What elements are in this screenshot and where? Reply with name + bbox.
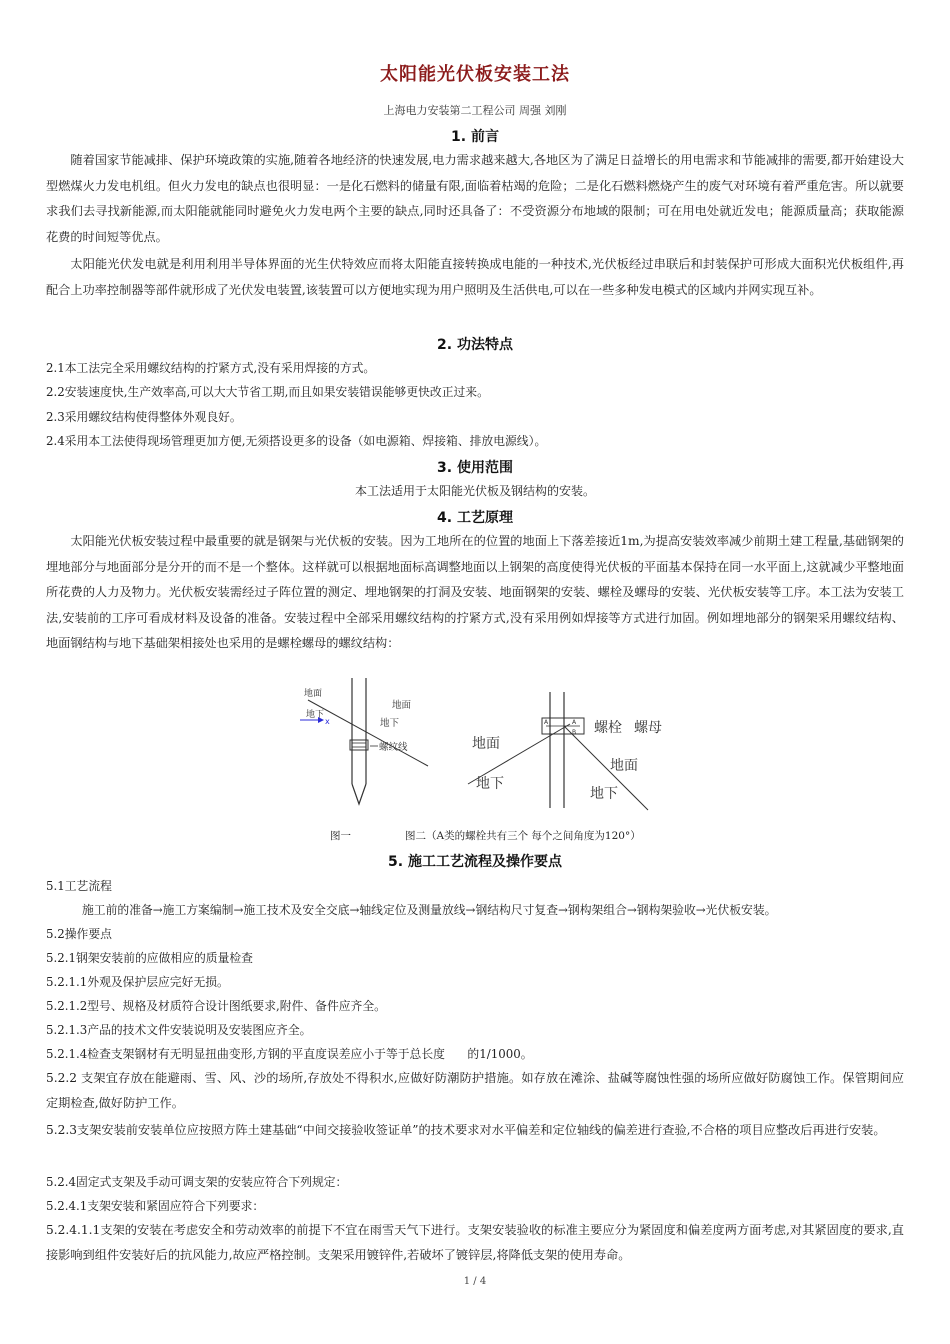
- section-5-line: 5.2操作要点: [46, 927, 112, 941]
- section-2-item: 2.4采用本工法使得现场管理更加方便,无须搭设更多的设备（如电源箱、焊接箱、排放电源线）。: [46, 434, 547, 448]
- section-1-paragraph-2: 太阳能光伏发电就是利用利用半导体界面的光生伏特效应而将太阳能直接转换成电能的一种技术,光伏板经过串联后和封装保护可形成大面积光伏板组件,再配合上功率控制器等部件就形成了光伏发电装置,该装置可以方便地实现为用户照明及生活供电,可以在一些多种发电模式的区域内并网实现互补。: [46, 257, 904, 297]
- section-5-line: 5.2.1.4检查支架钢材有无明显扭曲变形,方钢的平直度误差应小于等于总长度 的1/1000。: [46, 1047, 533, 1061]
- figure-2-diagram: [462, 688, 672, 812]
- fig2-below-right-label: 地下: [590, 786, 618, 802]
- section-5-line: 5.2.1.3产品的技术文件安装说明及安装图应齐全。: [46, 1023, 312, 1037]
- section-3-heading: 3. 使用范围: [437, 460, 513, 476]
- section-5-line: 5.2.4固定式支架及手动可调支架的安装应符合下列规定：: [46, 1175, 348, 1189]
- fig2-nut-label: 螺母: [634, 720, 662, 736]
- section-5-paragraph: 5.2.2 支架宜存放在能避雨、雪、风、沙的场所,存放处不得积水,应做好防潮防护措施。如存放在滩涂、盐碱等腐蚀性强的场所应做好防腐蚀工作。保管期间应定期检查,做好防护工作。: [46, 1071, 904, 1110]
- section-4-heading: 4. 工艺原理: [437, 510, 513, 526]
- process-flow: 施工前的准备→施工方案编制→施工技术及安全交底→轴线定位及测量放线→钢结构尺寸复查→钢构架组合→钢构架验收→光伏板安装。: [82, 903, 777, 917]
- figure-2-caption: 图二（A类的螺栓共有三个 每个之间角度为120°）: [405, 830, 641, 842]
- author-line: 上海电力安装第二工程公司 周强 刘刚: [383, 104, 567, 117]
- section-3-text: 本工法适用于太阳能光伏板及钢结构的安装。: [354, 484, 595, 498]
- fig2-a-label: A: [544, 719, 549, 726]
- section-5-line: 5.2.1.1外观及保护层应完好无损。: [46, 975, 229, 989]
- ground-line-left: [468, 724, 570, 784]
- section-1-paragraph-1: 随着国家节能减排、保护环境政策的实施,随着各地经济的快速发展,电力需求越来越大,各地区为了满足日益增长的用电需求和节能减排的需要,都开始建设大型燃煤火力发电机组。但火力发电的缺点也很明显：一是化石燃料的储量有限,面临着枯竭的危险；二是化石燃料燃烧产生的废气对环境有着严重危害。所以就要求我们去寻找新能源,而太阳能就能同时避免火力发电两个主要的缺点,同时还具备了：不受资源分布地域的限制；可在用电处就近发电；能源质量高；获取能源花费的时间短等优点。: [46, 153, 904, 244]
- section-1-heading: 1. 前言: [451, 129, 499, 145]
- section-2-item: 2.1本工法完全采用螺纹结构的拧紧方式,没有采用焊接的方式。: [46, 361, 376, 375]
- fig2-b-label: B: [572, 729, 577, 736]
- section-5-paragraph: 5.2.4.1.1支架的安装在考虑安全和劳动效率的前提下不宜在雨雪天气下进行。支架安装验收的标准主要应分为紧固度和偏差度两方面考虑,对其紧固度的要求,直接影响到组件安装好后的抗风能力,故应严格控制。支架采用镀锌件,若破坏了镀锌层,将降低支架的使用寿命。: [46, 1223, 904, 1262]
- section-2-item: 2.3采用螺纹结构使得整体外观良好。: [46, 410, 242, 424]
- section-5-line: 5.2.4.1支架安装和紧固应符合下列要求：: [46, 1199, 265, 1213]
- fig1-ground-label: 地面: [304, 689, 323, 699]
- section-5-line: 5.2.1.2型号、规格及材质符合设计图纸要求,附件、备件应齐全。: [46, 999, 386, 1013]
- fig1-surface-label: 地面: [392, 700, 412, 711]
- fig2-a-label: A: [572, 719, 577, 726]
- fig1-under-label: 地下: [306, 710, 325, 720]
- section-5-line: 5.1工艺流程: [46, 879, 112, 893]
- thread-box: [350, 740, 368, 750]
- post-tip: [352, 784, 366, 804]
- figure-1-caption: 图一: [330, 830, 351, 842]
- section-5-line: 5.2.1钢架安装前的应做相应的质量检查: [46, 951, 253, 965]
- figure-1-diagram: [296, 672, 430, 810]
- section-5-heading: 5. 施工工艺流程及操作要点: [388, 854, 562, 870]
- fig2-bolt-label: 螺栓: [594, 720, 622, 736]
- section-2-heading: 2. 功法特点: [437, 337, 513, 353]
- fig1-below-label: 地下: [380, 718, 400, 729]
- fig1-thread-label: 螺纹线: [379, 742, 408, 753]
- section-4-paragraph: 太阳能光伏板安装过程中最重要的就是钢架与光伏板的安装。因为工地所在的位置的地面上下落差接近1m,为提高安装效率减少前期土建工程量,基础钢架的埋地部分与地面部分是分开的而不是一个整体。这样就可以根据地面标高调整地面以上钢架的高度使得光伏板的平面基本保持在同一水平面上,这就减少平整地面所花费的人力及物力。光伏板安装需经过子阵位置的测定、埋地钢架的打洞及安装、地面钢架的安装、螺栓及螺母的安装、光伏板安装等工序。本工法为安装工法,安装前的工序可看成材料及设备的准备。安装过程中全部采用螺纹结构的拧紧方式,没有采用例如焊接等方式进行加固。例如埋地部分的钢架采用螺纹结构、地面钢结构与地下基础架相接处也采用的是螺栓螺母的螺纹结构：: [46, 534, 904, 650]
- document-title: 太阳能光伏板安装工法: [380, 64, 570, 85]
- section-5-paragraph: 5.2.3支架安装前安装单位应按照方阵土建基础“中间交接验收签证单”的技术要求对水平偏差和定位轴线的偏差进行查验,不合格的项目应整改后再进行安装。: [46, 1123, 886, 1137]
- fig1-x-label: x: [325, 717, 330, 726]
- page-number: 1 / 4: [463, 1276, 487, 1287]
- fig2-below-left-label: 地下: [476, 776, 504, 792]
- fig2-surface-right-label: 地面: [610, 758, 638, 774]
- fig2-surface-left-label: 地面: [472, 736, 500, 752]
- section-2-item: 2.2安装速度快,生产效率高,可以大大节省工期,而且如果安装错误能够更快改正过来。: [46, 385, 489, 399]
